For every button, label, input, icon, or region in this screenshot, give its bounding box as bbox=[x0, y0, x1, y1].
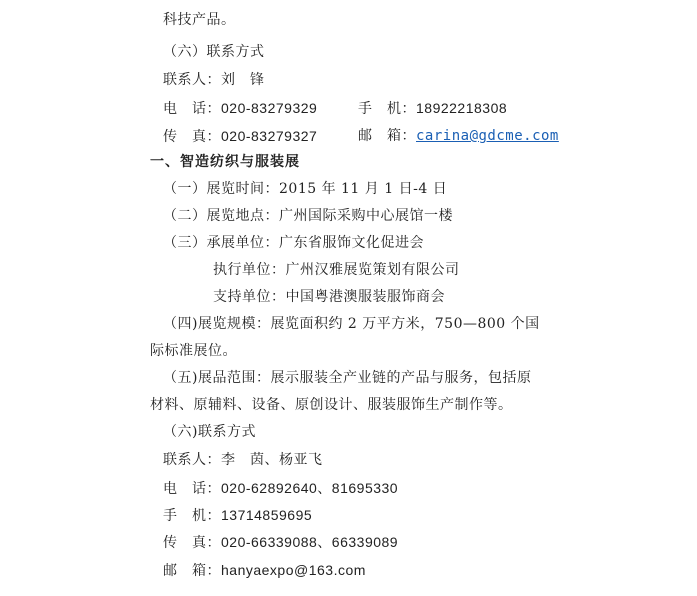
prev-phone-value: 020-83279329 bbox=[221, 100, 318, 116]
prev-fax-label: 传 真： bbox=[163, 129, 221, 145]
prev-email-link[interactable]: carina@gdcme.com bbox=[416, 128, 559, 144]
prev-mobile-label: 手 机： bbox=[358, 101, 416, 117]
email-value: hanyaexpo@163.com bbox=[221, 562, 366, 578]
prev-email-label: 邮 箱： bbox=[358, 128, 416, 144]
prev-phone-line bbox=[163, 98, 317, 118]
scope-line-1: （五)展品范围：展示服装全产业链的产品与服务，包括原 bbox=[163, 370, 532, 386]
exec-line bbox=[213, 260, 460, 280]
contact-heading: （六)联系方式 bbox=[163, 424, 256, 440]
scale-line-1: （四)展览规模：展览面积约 2 万平方米，750—800 个国 bbox=[163, 316, 540, 332]
time-value: 2015 年 11 月 1 日-4 日 bbox=[279, 181, 448, 197]
prev-mobile-line bbox=[358, 98, 507, 118]
phone-value: 020-62892640、81695330 bbox=[221, 480, 399, 496]
prev-fax-value: 020-83279327 bbox=[221, 128, 318, 144]
email-line bbox=[163, 560, 366, 580]
section-title: 一、智造纺织与服装展 bbox=[150, 154, 300, 170]
support-value: 中国粤港澳服装服饰商会 bbox=[285, 289, 445, 305]
time-label: （一）展览时间： bbox=[163, 181, 279, 197]
prev-mobile-value: 18922218308 bbox=[416, 100, 508, 116]
prev-contact-person-label: 联系人： bbox=[163, 72, 221, 88]
prev-contact-heading: （六）联系方式 bbox=[163, 44, 265, 60]
prev-phone-label: 电 话： bbox=[163, 101, 221, 117]
fax-value: 020-66339088、66339089 bbox=[221, 534, 399, 550]
place-line bbox=[163, 206, 453, 226]
mobile-line bbox=[163, 505, 312, 525]
support-label: 支持单位： bbox=[213, 289, 286, 305]
host-label: （三）承展单位： bbox=[163, 235, 279, 251]
place-value: 广州国际采购中心展馆一楼 bbox=[279, 208, 453, 224]
prev-section-tail-text: 科技产品。 bbox=[163, 12, 236, 28]
host-value: 广东省服饰文化促进会 bbox=[279, 235, 424, 251]
scope-line-2: 材料、原辅料、设备、原创设计、服装服饰生产制作等。 bbox=[150, 397, 513, 413]
contact-person-value: 李 茵、杨亚飞 bbox=[221, 452, 323, 468]
place-label: （二）展览地点： bbox=[163, 208, 279, 224]
contact-person-label: 联系人： bbox=[163, 452, 221, 468]
mobile-value: 13714859695 bbox=[221, 507, 313, 523]
exec-label: 执行单位： bbox=[213, 262, 286, 278]
prev-fax-line bbox=[163, 126, 317, 146]
contact-person-line bbox=[163, 450, 323, 470]
mobile-label: 手 机： bbox=[163, 508, 221, 524]
exec-value: 广州汉雅展览策划有限公司 bbox=[285, 262, 460, 278]
prev-contact-person-line bbox=[163, 70, 265, 90]
scale-line-2: 际标准展位。 bbox=[150, 343, 237, 359]
fax-line bbox=[163, 532, 398, 552]
fax-label: 传 真： bbox=[163, 535, 221, 551]
host-line bbox=[163, 233, 424, 253]
time-line bbox=[163, 179, 447, 199]
phone-label: 电 话： bbox=[163, 481, 221, 497]
email-label: 邮 箱： bbox=[163, 563, 221, 579]
prev-email-line bbox=[358, 126, 559, 146]
prev-contact-person-value: 刘 锋 bbox=[221, 72, 265, 88]
support-line bbox=[213, 287, 445, 307]
phone-line bbox=[163, 478, 398, 498]
